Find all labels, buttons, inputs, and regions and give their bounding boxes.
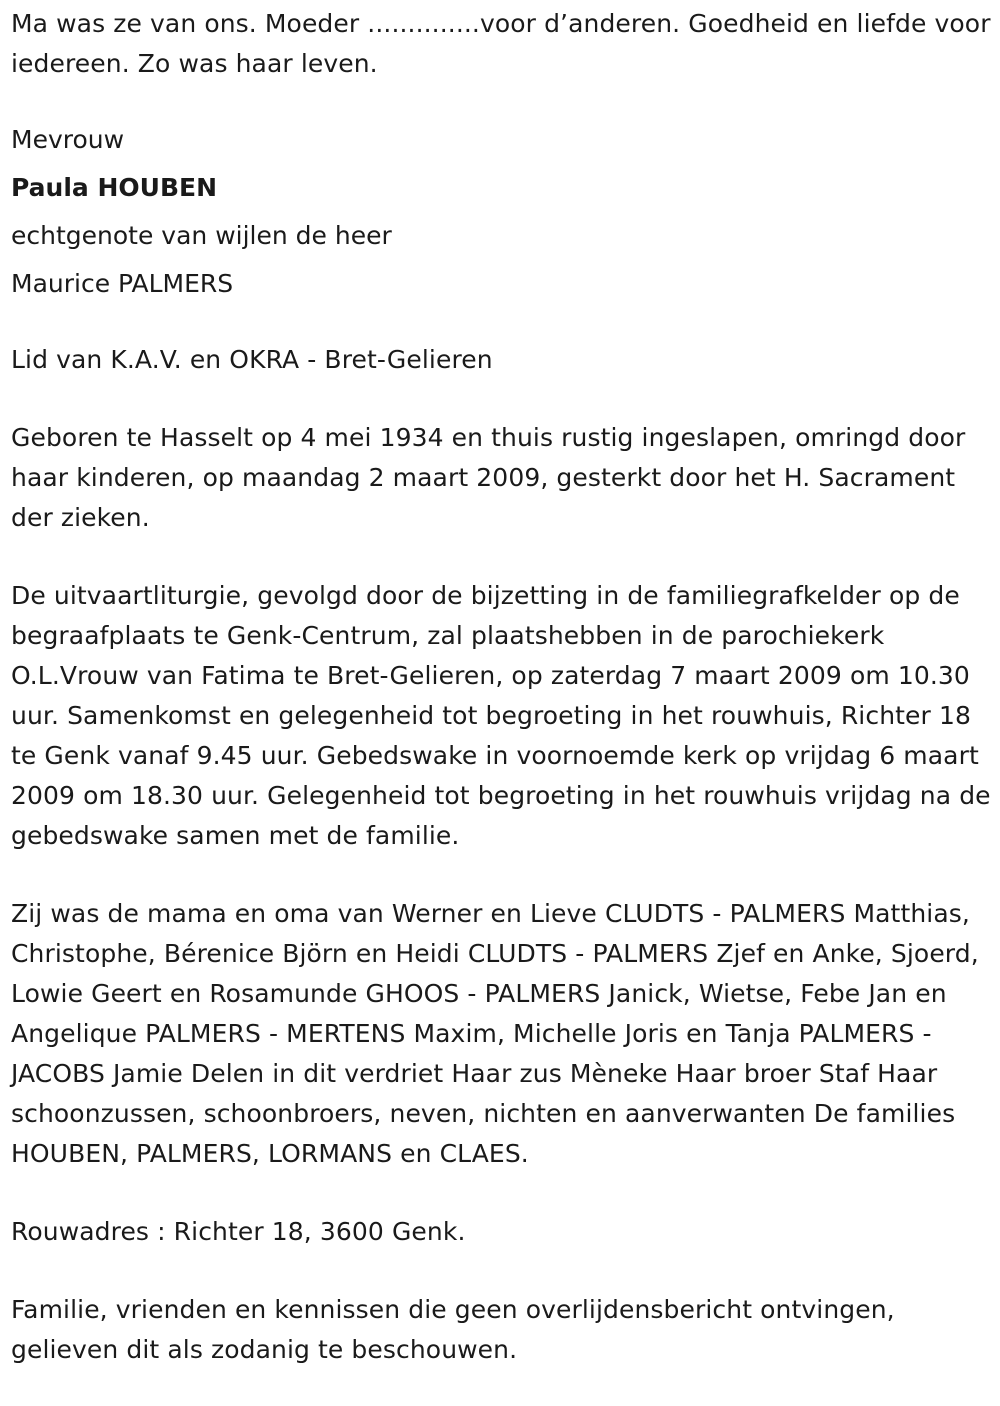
birth-death-paragraph: Geboren te Hasselt op 4 mei 1934 en thuis rustig ingeslapen, omringd door haar kinderen, op maandag 2 maart 2009, gesterkt door het H. Sacrament der zieken.	[11, 423, 966, 532]
closing-paragraph: Familie, vrienden en kennissen die geen overlijdensbericht ontvingen, gelieven dit als zodanig te beschouwen.	[11, 1295, 895, 1364]
membership-text: Lid van K.A.V. en OKRA - Bret-Gelieren	[11, 345, 493, 374]
deceased-name: Paula HOUBEN	[11, 173, 217, 202]
funeral-paragraph: De uitvaartliturgie, gevolgd door de bijzetting in de familiegrafkelder op de begraafplaats te Genk-Centrum, zal plaatshebben in de parochiekerk O.L.Vrouw van Fatima te Bret-Gelieren, op zaterdag 7 maart 2009 om 10.30 uur. Samenkomst en gelegenheid tot begroeting in het rouwhuis, Richter 18 te Genk vanaf 9.45 uur. Gebedswake in voornoemde kerk op vrijdag 6 maart 2009 om 18.30 uur. Gelegenheid tot begroeting in het rouwhuis vrijdag na de gebedswake samen met de familie.	[11, 581, 991, 850]
opening-verse: Ma was ze van ons. Moeder ..............voor d’anderen. Goedheid en liefde voor iedereen. Zo was haar leven.	[11, 9, 991, 78]
obituary-document	[11, 4, 991, 1370]
relation-text: echtgenote van wijlen de heer	[11, 221, 392, 250]
spouse-name: Maurice PALMERS	[11, 269, 234, 298]
family-paragraph: Zij was de mama en oma van Werner en Lieve CLUDTS - PALMERS Matthias, Christophe, Bérenice Björn en Heidi CLUDTS - PALMERS Zjef en Anke, Sjoerd, Lowie Geert en Rosamunde GHOOS - PALMERS Janick, Wietse, Febe Jan en Angelique PALMERS - MERTENS Maxim, Michelle Joris en Tanja PALMERS - JACOBS Jamie Delen in dit verdriet Haar zus Mèneke Haar broer Staf Haar schoonzussen, schoonbroers, neven, nichten en aanverwanten De families HOUBEN, PALMERS, LORMANS en CLAES.	[11, 899, 979, 1168]
honorific: Mevrouw	[11, 125, 125, 154]
mourning-address: Rouwadres : Richter 18, 3600 Genk.	[11, 1217, 466, 1246]
